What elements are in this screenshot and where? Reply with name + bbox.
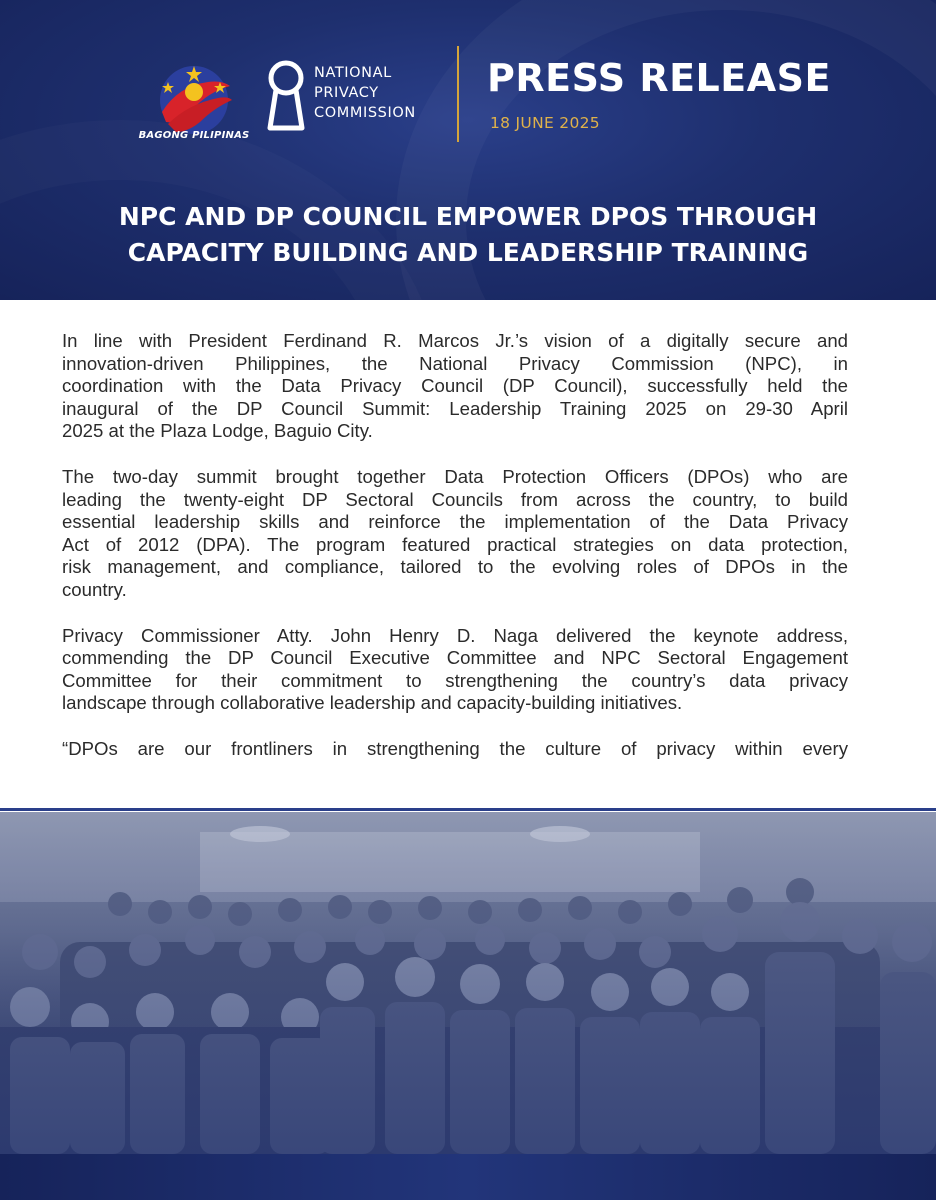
headline-line: NPC AND DP COUNCIL EMPOWER DPOS THROUGH <box>118 202 818 231</box>
text-line: inaugural of the DP Council Summit: Leadership Training 2025 on 29-30 April <box>62 397 848 419</box>
paragraph <box>62 738 848 761</box>
section-rule <box>0 808 936 811</box>
text-line: Committee for their commitment to strengthening the country’s data privacy <box>62 669 848 691</box>
text-line: 2025 at the Plaza Lodge, Baguio City. <box>62 420 373 442</box>
bagong-pilipinas-wordmark: BAGONG PILIPINAS <box>138 130 250 141</box>
footer-band <box>0 1154 936 1200</box>
release-date: 18 JUNE 2025 <box>490 114 600 132</box>
text-line: innovation-driven Philippines, the National Privacy Commission (NPC), in <box>62 352 848 374</box>
npc-wordmark-line: NATIONAL <box>314 65 392 81</box>
npc-keyhole-logo-icon <box>262 56 310 132</box>
text-line: risk management, and compliance, tailored to the evolving roles of DPOs in the <box>62 556 848 578</box>
npc-wordmark <box>314 63 416 123</box>
text-line: The two-day summit brought together Data Protection Officers (DPOs) who are <box>62 465 848 487</box>
text-line: landscape through collaborative leadership and capacity-building initiatives. <box>62 692 683 714</box>
paragraph <box>62 330 848 443</box>
text-line: leading the twenty-eight DP Sectoral Councils from across the country, to build <box>62 488 848 510</box>
group-photo <box>0 812 936 1154</box>
press-release-header <box>0 0 936 300</box>
npc-wordmark-line: COMMISSION <box>314 105 416 121</box>
text-line: Privacy Commissioner Atty. John Henry D. Naga delivered the keynote address, <box>62 624 848 646</box>
headline-line: CAPACITY BUILDING AND LEADERSHIP TRAINING <box>127 238 809 267</box>
headline <box>0 199 936 271</box>
group-photo-icon <box>0 812 936 1154</box>
text-line: country. <box>62 578 127 600</box>
text-line: In line with President Ferdinand R. Marcos Jr.’s vision of a digitally secure and <box>62 330 848 351</box>
text-line: commending the DP Council Executive Committee and NPC Sectoral Engagement <box>62 647 848 669</box>
text-line: essential leadership skills and reinforce the implementation of the Data Privacy <box>62 511 848 533</box>
article-body <box>62 330 848 761</box>
npc-wordmark-line: PRIVACY <box>314 85 379 101</box>
press-release-title: PRESS RELEASE <box>487 56 831 100</box>
paragraph <box>62 466 848 602</box>
text-line: coordination with the Data Privacy Council (DP Council), successfully held the <box>62 375 848 397</box>
text-line: “DPOs are our frontliners in strengthening the culture of privacy within every <box>62 737 848 759</box>
gold-divider <box>457 46 459 142</box>
text-line: Act of 2012 (DPA). The program featured practical strategies on data protection, <box>62 533 848 555</box>
paragraph <box>62 625 848 715</box>
